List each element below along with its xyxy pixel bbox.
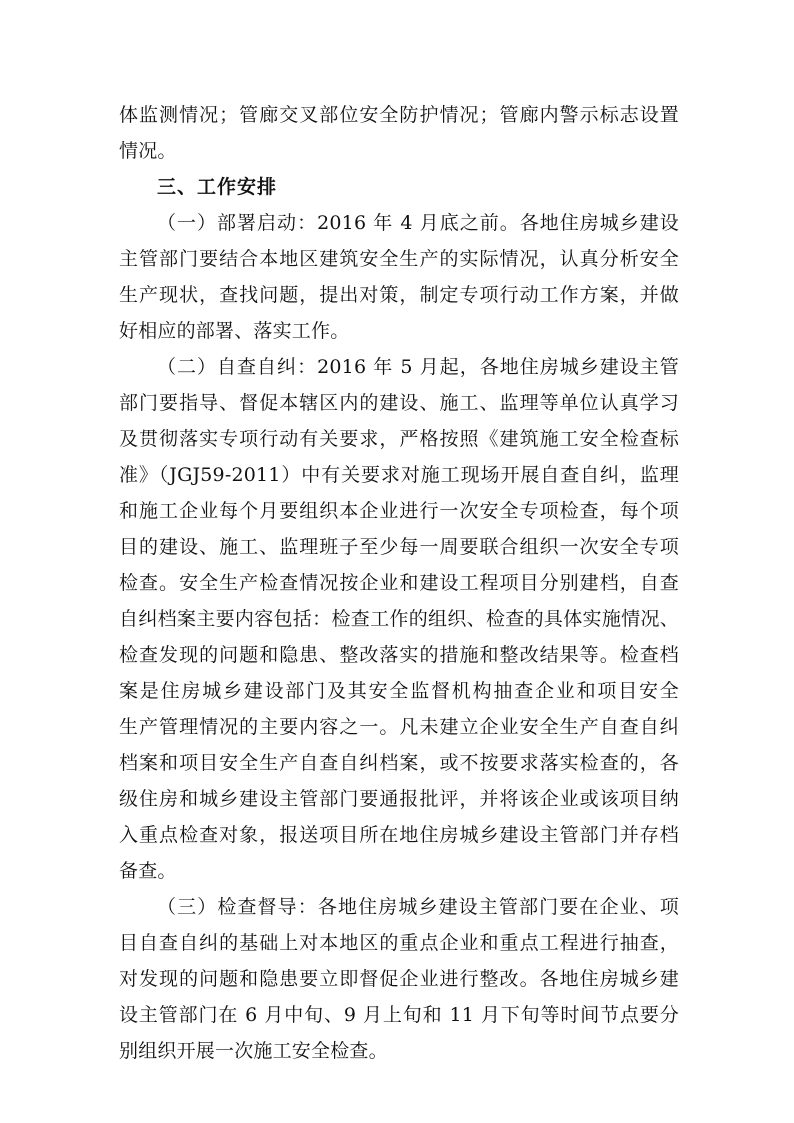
body-text-line: 入重点检查对象，报送项目所在地住房城乡建设主管部门并存档 <box>119 824 679 846</box>
body-text-line: 备查。 <box>119 860 177 882</box>
body-text-line: 对发现的问题和隐患要立即督促企业进行整改。各地住房城乡建 <box>119 968 679 990</box>
body-text-line: 部门要指导、督促本辖区内的建设、施工、监理等单位认真学习 <box>119 392 679 414</box>
body-text-line: 别组织开展一次施工安全检查。 <box>119 1040 388 1062</box>
body-text-line: 好相应的部署、落实工作。 <box>119 320 350 342</box>
body-text-line: 自纠档案主要内容包括：检查工作的组织、检查的具体实施情况、 <box>119 608 679 630</box>
body-text-line: 级住房和城乡建设主管部门要通报批评，并将该企业或该项目纳 <box>119 788 679 810</box>
body-text-line: 准》（JGJ59-2011）中有关要求对施工现场开展自查自纠，监理 <box>119 464 679 486</box>
body-text-line: 生产现状，查找问题，提出对策，制定专项行动工作方案，并做 <box>119 284 679 306</box>
paragraph-first-line: （三）检查督导：各地住房城乡建设主管部门要在企业、项 <box>157 896 679 918</box>
paragraph-first-line: （二）自查自纠：2016 年 5 月起，各地住房城乡建设主管 <box>157 356 679 378</box>
body-text-line: 检查发现的问题和隐患、整改落实的措施和整改结果等。检查档 <box>119 644 679 666</box>
body-text-line: 设主管部门在 6 月中旬、9 月上旬和 11 月下旬等时间节点要分 <box>119 1004 679 1026</box>
body-text-line: 档案和项目安全生产自查自纠档案，或不按要求落实检查的，各 <box>119 752 679 774</box>
body-text-line: 体监测情况；管廊交叉部位安全防护情况；管廊内警示标志设置 <box>119 104 679 126</box>
body-text-line: 情况。 <box>119 140 177 162</box>
body-text-line: 及贯彻落实专项行动有关要求，严格按照《建筑施工安全检查标 <box>119 428 679 450</box>
body-text-line: 主管部门要结合本地区建筑安全生产的实际情况，认真分析安全 <box>119 248 679 270</box>
paragraph-first-line: （一）部署启动：2016 年 4 月底之前。各地住房城乡建设 <box>157 212 679 234</box>
body-text-line: 目自查自纠的基础上对本地区的重点企业和重点工程进行抽查， <box>119 932 679 954</box>
body-text-line: 检查。安全生产检查情况按企业和建设工程项目分别建档，自查 <box>119 572 679 594</box>
body-text-line: 案是住房城乡建设部门及其安全监督机构抽查企业和项目安全 <box>119 680 679 702</box>
body-text-line: 生产管理情况的主要内容之一。凡未建立企业安全生产自查自纠 <box>119 716 679 738</box>
body-text-line: 和施工企业每个月要组织本企业进行一次安全专项检查，每个项 <box>119 500 679 522</box>
body-text-line: 目的建设、施工、监理班子至少每一周要联合组织一次安全专项 <box>119 536 679 558</box>
section-heading: 三、工作安排 <box>157 176 278 198</box>
